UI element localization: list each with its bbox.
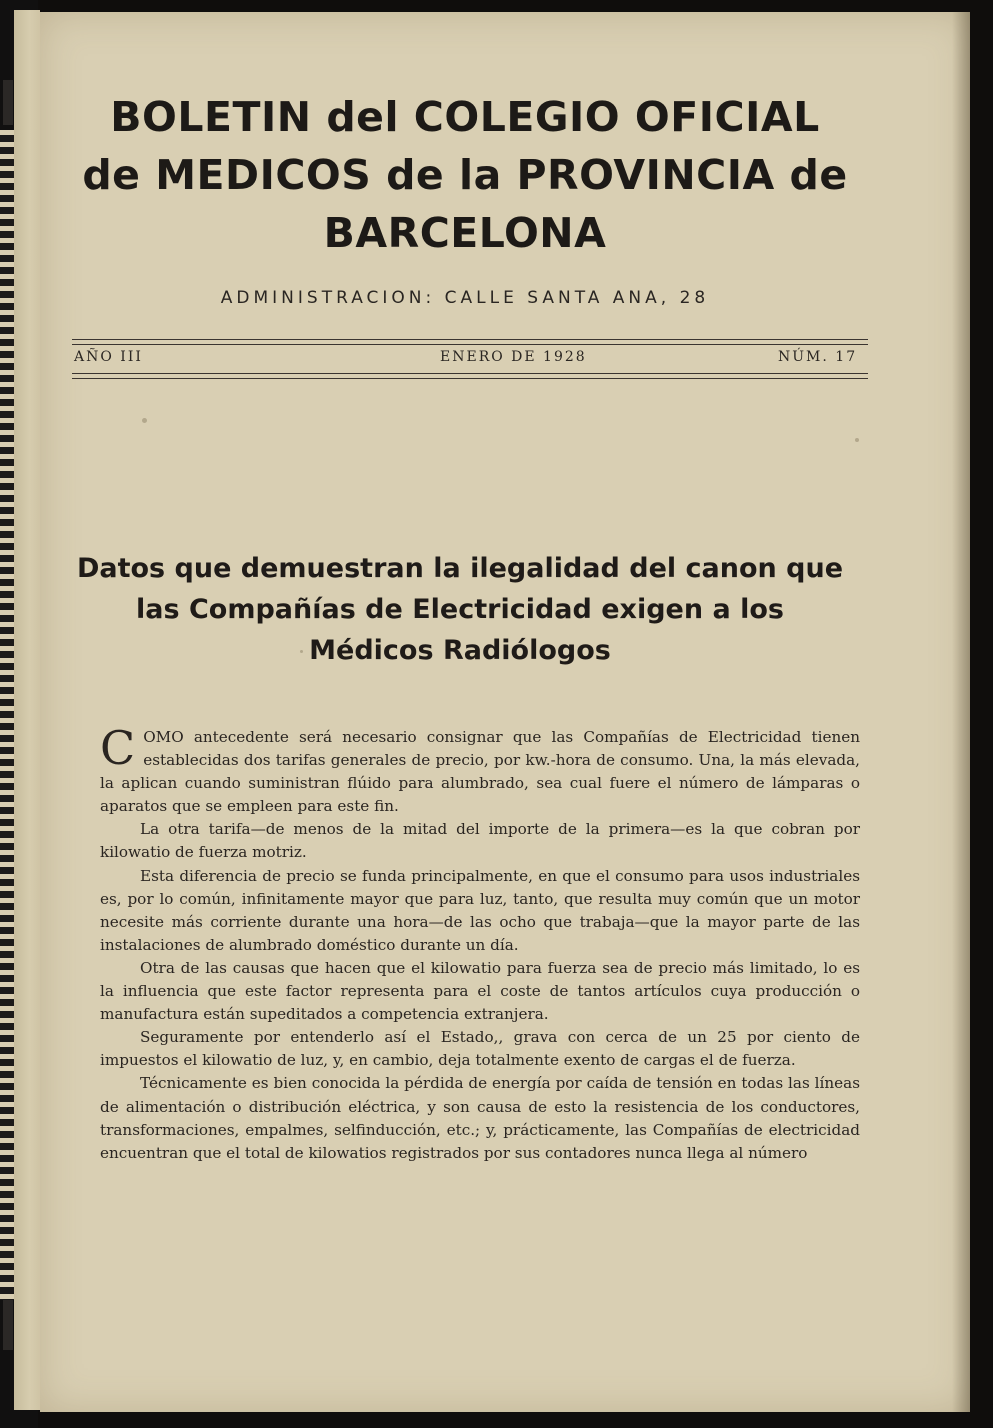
masthead-line-1: BOLETIN del COLEGIO OFICIAL — [110, 93, 820, 141]
drop-cap: C — [100, 721, 136, 775]
article-title — [60, 548, 860, 671]
paragraph-3: Esta diferencia de precio se funda principalmente, en que el consumo para usos industriales es, por lo común, infinitamente mayor que para luz, tanto, que resulta muy común que un motor necesite más corriente durante una hora—de las ocho que trabaja—que la mayor parte de las instalaciones de alumbrado doméstico durante un día. — [100, 866, 860, 954]
paper-spot — [855, 438, 859, 442]
article-title-line-2: las Compañías de Electricidad exigen a los — [136, 594, 784, 625]
paragraph-5: Seguramente por entenderlo así el Estado,, grava con cerca de un 25 por ciento de impuestos el kilowatio de luz, y, en cambio, deja totalmente exento de cargas el de fuerza. — [100, 1028, 860, 1070]
article-body — [100, 721, 860, 1165]
article-title-line-3: Médicos Radiólogos — [309, 635, 611, 666]
paragraph-1-text: OMO antecedente será necesario consignar que las Compañías de Electricidad tienen establecidas dos tarifas generales de precio, por kw.-hora de consumo. Una, la más elevada, la aplican cuando suministran flúido para alumbrado, sea cual fuere el número de lámparas o aparatos que se empleen para este fin. — [100, 728, 860, 816]
masthead-line-2: de MEDICOS de la PROVINCIA de — [82, 151, 848, 199]
paper-spot — [300, 650, 303, 653]
top-rule — [72, 339, 868, 340]
paragraph-6: Técnicamente es bien conocida la pérdida de energía por caída de tensión en todas las líneas de alimentación o distribución eléctrica, y son causa de esto la resistencia de los conductores, transformaciones, empalmes, selfinducción, etc.; y, prácticamente, las Compañías de electricidad encuentran que el total de kilowatios registrados por sus contadores nunca llega al número — [100, 1074, 860, 1162]
paragraph-2: La otra tarifa—de menos de la mitad del importe de la primera—es la que cobran por kilowatio de fuerza motriz. — [100, 820, 860, 862]
bottom-rule-thin — [72, 373, 868, 374]
issue-number: NÚM. 17 — [778, 349, 858, 365]
bottom-rule — [72, 378, 868, 379]
paragraph-4: Otra de las causas que hacen que el kilowatio para fuerza sea de precio más limitado, lo es la influencia que este factor representa para el coste de tantos artículos cuya producción o manufactura están supeditados a competencia extranjera. — [100, 958, 860, 1024]
binding-pattern — [0, 130, 14, 1300]
issue-year: AÑO III — [74, 349, 143, 365]
administration-address: ADMINISTRACION: CALLE SANTA ANA, 28 — [220, 288, 710, 308]
issue-date: ENERO DE 1928 — [440, 349, 587, 365]
previous-page-edge — [14, 10, 40, 1410]
top-rule-thin — [72, 344, 868, 345]
masthead-line-3: BARCELONA — [323, 209, 607, 257]
spine-mark-top — [3, 80, 13, 125]
paper-spot — [142, 418, 147, 423]
page-edge-shadow — [952, 12, 970, 1412]
masthead — [70, 88, 860, 262]
paragraph-1 — [100, 721, 860, 818]
article-title-line-1: Datos que demuestran la ilegalidad del canon que — [76, 553, 844, 584]
